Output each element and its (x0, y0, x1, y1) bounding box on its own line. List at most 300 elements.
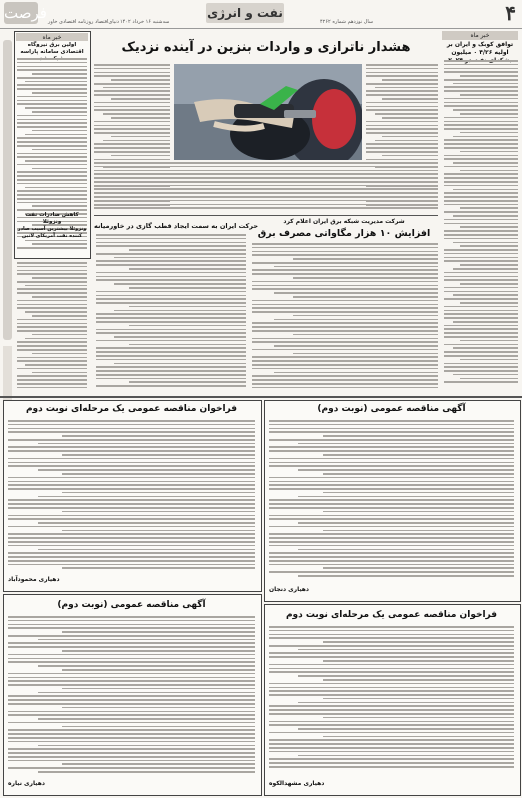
text-line (96, 260, 246, 262)
text-line (444, 381, 518, 383)
ad-2-title: آگهی مناقصه عمومی (نوبت دوم) (317, 404, 466, 414)
text-line (252, 330, 438, 332)
text-line (269, 747, 514, 749)
text-line (252, 322, 438, 324)
text-line (298, 702, 514, 704)
text-line (114, 283, 246, 285)
text-line (32, 92, 87, 94)
text-line (8, 616, 255, 618)
text-line (114, 336, 246, 338)
text-line (94, 132, 170, 134)
text-line (252, 247, 438, 249)
text-line (444, 124, 518, 126)
text-line (460, 378, 518, 380)
text-line (444, 363, 518, 365)
text-line (8, 477, 255, 479)
text-line (252, 368, 438, 370)
left-kicker: خبر ماه (16, 33, 88, 41)
ads-divider (0, 396, 522, 398)
text-line (444, 223, 518, 225)
text-line (252, 356, 438, 358)
text-line (269, 724, 514, 726)
text-line (269, 560, 514, 562)
text-line (269, 515, 514, 517)
text-line (170, 177, 438, 179)
ad-4-title: فراخوان مناقصه عمومی یک مرحله‌ای نوبت دوم (285, 610, 498, 620)
text-line (94, 75, 170, 77)
text-line (25, 311, 87, 313)
text-line (135, 185, 438, 187)
text-line (17, 209, 87, 211)
text-line (444, 325, 518, 327)
text-line (269, 458, 514, 460)
text-line (96, 242, 246, 244)
text-line (62, 631, 255, 633)
text-line (17, 153, 87, 155)
text-line (62, 726, 255, 728)
page-header (0, 0, 522, 29)
text-line (252, 326, 438, 328)
left-column-body-2 (17, 262, 87, 392)
left-sub-kicker: کاهش صادرات نفت ونزوئلا (25, 212, 79, 225)
text-line (444, 287, 518, 289)
text-line (460, 132, 518, 134)
text-line (96, 279, 246, 281)
text-line (460, 302, 518, 304)
text-line (444, 291, 518, 293)
text-line (17, 273, 87, 275)
text-line (293, 334, 438, 336)
text-line (366, 83, 438, 85)
text-line (298, 575, 514, 577)
text-line (8, 545, 255, 547)
text-line (94, 173, 438, 175)
text-line (323, 454, 514, 456)
text-line (444, 128, 518, 130)
text-line (269, 705, 514, 707)
mid-kicker: شرکت مدیریت شبکه برق ایران اعلام کرد (283, 218, 405, 225)
right-column-body (444, 60, 518, 390)
text-line (25, 134, 87, 136)
text-line (293, 296, 438, 298)
text-line (366, 109, 438, 111)
text-line (444, 98, 518, 100)
text-line (32, 277, 87, 279)
text-line (460, 75, 518, 77)
text-line (17, 179, 87, 181)
text-line (8, 737, 255, 739)
text-line (444, 200, 518, 202)
main-headline: هشدار ناترازی و واردات بنزین در آینده نزدیک (121, 40, 411, 55)
text-line (17, 126, 87, 128)
text-line (444, 71, 518, 73)
text-line (252, 387, 438, 389)
text-line (382, 98, 438, 100)
text-line (444, 238, 518, 240)
text-line (252, 341, 438, 343)
text-line (8, 646, 255, 648)
text-line (17, 375, 87, 377)
left-headline: اولین برق نیروگاه اقتصادی سامانه پاراسه (20, 42, 84, 55)
text-line (269, 450, 514, 452)
text-line (269, 428, 514, 430)
text-line (111, 136, 170, 138)
text-line (17, 69, 87, 71)
text-line (17, 171, 87, 173)
text-line (269, 762, 514, 764)
text-line (8, 748, 255, 750)
text-line (269, 477, 514, 479)
text-line (8, 714, 255, 716)
text-line (444, 230, 518, 232)
text-line (32, 168, 87, 170)
text-line (269, 545, 514, 547)
text-line (8, 503, 255, 505)
text-line (8, 533, 255, 535)
text-line (103, 113, 170, 115)
text-line (32, 334, 87, 336)
text-line (323, 717, 514, 719)
text-line (274, 372, 438, 374)
text-line (444, 204, 518, 206)
text-line (17, 281, 87, 283)
text-line (8, 462, 255, 464)
text-line (269, 690, 514, 692)
text-line (96, 374, 246, 376)
text-line (269, 758, 514, 760)
text-line (269, 671, 514, 673)
text-line (62, 650, 255, 652)
text-line (269, 564, 514, 566)
text-line (269, 439, 514, 441)
text-line (269, 645, 514, 647)
text-line (111, 117, 170, 119)
text-line (252, 262, 438, 264)
text-line (25, 240, 87, 242)
text-line (252, 379, 438, 381)
tagline: دنیای‌اقتصاد روزنامه اقتصادی خاور (48, 19, 119, 25)
text-line (460, 226, 518, 228)
text-line (96, 355, 246, 357)
text-line (8, 741, 255, 743)
text-line (8, 465, 255, 467)
text-line (32, 315, 87, 317)
date-line: سه‌شنبه ۱۶ خرداد ۱۴۰۲ (120, 19, 170, 25)
text-line (94, 162, 438, 164)
text-line (444, 328, 518, 330)
text-line (25, 364, 87, 366)
text-line (252, 273, 438, 275)
text-line (323, 511, 514, 513)
text-line (17, 266, 87, 268)
text-line (444, 276, 518, 278)
text-line (8, 654, 255, 656)
text-line (8, 684, 255, 686)
text-line (17, 77, 87, 79)
text-line (444, 155, 518, 157)
text-line (444, 249, 518, 251)
text-line (444, 306, 518, 308)
text-line (111, 98, 170, 100)
text-line (62, 530, 255, 532)
text-line (323, 435, 514, 437)
text-line (38, 549, 255, 551)
text-line (252, 251, 438, 253)
text-line (96, 332, 246, 334)
text-line (96, 347, 246, 349)
section-title: نفت و انرژی (206, 3, 284, 23)
text-line (323, 679, 514, 681)
issue-line: سال نوزدهم شماره ۴۲۶۲ (320, 19, 374, 25)
text-line (293, 258, 438, 260)
text-line (8, 556, 255, 558)
text-line (62, 688, 255, 690)
text-line (444, 64, 518, 66)
text-line (8, 499, 255, 501)
text-line (269, 668, 514, 670)
text-line (62, 492, 255, 494)
text-line (375, 87, 438, 89)
text-line (460, 340, 518, 342)
gas-headline: حرکت ایران به سمت ایجاد قطب گازی در خاورمیانه (94, 222, 258, 230)
text-line (444, 366, 518, 368)
text-line (62, 435, 255, 437)
text-line (252, 269, 438, 271)
text-line (269, 634, 514, 636)
text-line (96, 321, 246, 323)
text-line (62, 707, 255, 709)
text-line (453, 294, 518, 296)
text-line (252, 304, 438, 306)
text-line (17, 183, 87, 185)
text-line (444, 139, 518, 141)
text-line (269, 541, 514, 543)
text-line (444, 313, 518, 315)
text-line (129, 306, 246, 308)
text-line (269, 713, 514, 715)
ad-1-footer: دهیاری محمودآباد (8, 576, 60, 583)
text-line (252, 360, 438, 362)
text-line (96, 264, 246, 266)
text-line (17, 198, 87, 200)
text-line (269, 552, 514, 554)
text-line (269, 687, 514, 689)
text-line (96, 295, 246, 297)
text-line (129, 249, 246, 251)
text-line (17, 379, 87, 381)
text-line (96, 272, 246, 274)
text-line (269, 420, 514, 422)
text-line (17, 349, 87, 351)
text-line (17, 323, 87, 325)
text-line (17, 58, 87, 60)
text-line (274, 319, 438, 321)
text-line (96, 385, 246, 387)
text-line (8, 695, 255, 697)
text-line (8, 431, 255, 433)
text-line (252, 254, 438, 256)
text-line (94, 121, 170, 123)
text-line (32, 372, 87, 374)
text-line (252, 311, 438, 313)
text-line (298, 649, 514, 651)
text-line (8, 767, 255, 769)
text-line (96, 234, 246, 236)
text-line (444, 272, 518, 274)
mid-headline: افزایش ۱۰ هزار مگاواتی مصرف برق (257, 228, 431, 239)
text-line (366, 125, 438, 127)
text-line (444, 60, 518, 62)
text-line (252, 243, 438, 245)
text-line (94, 128, 170, 130)
text-line (382, 136, 438, 138)
text-line (129, 287, 246, 289)
text-line (252, 383, 438, 385)
text-line (8, 446, 255, 448)
text-line (323, 660, 514, 662)
text-line (17, 304, 87, 306)
text-line (269, 446, 514, 448)
text-line (460, 264, 518, 266)
text-line (38, 639, 255, 641)
text-line (460, 113, 518, 115)
text-line (453, 83, 518, 85)
text-line (269, 739, 514, 741)
text-line (444, 68, 518, 70)
text-line (8, 564, 255, 566)
text-line (444, 355, 518, 357)
text-line (453, 189, 518, 191)
main-body-bottom (94, 162, 438, 214)
fuel-nozzle-photo (174, 64, 362, 160)
text-line (453, 347, 518, 349)
text-line (444, 253, 518, 255)
text-line (17, 292, 87, 294)
text-line (8, 756, 255, 758)
text-line (269, 526, 514, 528)
text-line (298, 522, 514, 524)
text-line (32, 111, 87, 113)
text-line (460, 94, 518, 96)
text-line (269, 537, 514, 539)
text-line (8, 733, 255, 735)
text-line (323, 641, 514, 643)
text-line (444, 211, 518, 213)
text-line (366, 121, 438, 123)
text-line (8, 488, 255, 490)
text-line (8, 635, 255, 637)
text-line (274, 292, 438, 294)
text-line (94, 170, 438, 172)
text-line (94, 102, 170, 104)
ad-3-title: آگهی مناقصه عمومی (نوبت دوم) (57, 600, 206, 610)
text-line (94, 181, 438, 183)
text-line (444, 185, 518, 187)
text-line (96, 245, 246, 247)
text-line (269, 503, 514, 505)
text-line (103, 140, 170, 142)
text-line (269, 630, 514, 632)
text-line (17, 62, 87, 64)
text-line (17, 190, 87, 192)
text-line (17, 387, 87, 389)
text-line (444, 173, 518, 175)
text-line (96, 317, 246, 319)
text-line (269, 709, 514, 711)
text-line (17, 270, 87, 272)
text-line (269, 751, 514, 753)
text-line (62, 473, 255, 475)
text-line (293, 315, 438, 317)
ad-1-body (8, 420, 255, 572)
text-line (17, 341, 87, 343)
text-line (8, 699, 255, 701)
text-line (252, 307, 438, 309)
text-line (8, 642, 255, 644)
text-line (17, 307, 87, 309)
text-line (269, 766, 514, 768)
text-line (366, 106, 438, 108)
text-line (17, 326, 87, 328)
text-line (453, 136, 518, 138)
text-line (94, 64, 170, 66)
text-line (96, 291, 246, 293)
text-line (17, 100, 87, 102)
ad-2-body (269, 420, 514, 580)
text-line (8, 515, 255, 517)
text-line (8, 711, 255, 713)
text-line (444, 177, 518, 179)
text-line (17, 247, 87, 249)
text-line (8, 722, 255, 724)
divider (94, 215, 438, 216)
text-line (382, 155, 438, 157)
ad-4-body (269, 626, 514, 774)
ad-2-footer: دهیاری دنجان (269, 586, 310, 593)
text-line (96, 276, 246, 278)
text-line (96, 329, 246, 331)
text-line (8, 420, 255, 422)
text-line (38, 443, 255, 445)
text-line (96, 298, 246, 300)
text-line (17, 368, 87, 370)
text-line (32, 296, 87, 298)
text-line (8, 526, 255, 528)
text-line (323, 492, 514, 494)
text-line (269, 556, 514, 558)
text-line (298, 755, 514, 757)
text-line (62, 454, 255, 456)
text-line (38, 469, 255, 471)
text-line (269, 518, 514, 520)
text-line (17, 300, 87, 302)
text-line (444, 219, 518, 221)
text-line (444, 260, 518, 262)
text-line (444, 257, 518, 259)
text-line (32, 149, 87, 151)
text-line (8, 703, 255, 705)
text-line (32, 243, 87, 245)
text-line (252, 285, 438, 287)
text-line (298, 443, 514, 445)
text-line (114, 310, 246, 312)
text-line (129, 325, 246, 327)
text-line (298, 469, 514, 471)
text-line (96, 351, 246, 353)
text-line (25, 338, 87, 340)
text-line (94, 72, 170, 74)
ad-3-footer: دهیاری نیاره (8, 780, 45, 787)
